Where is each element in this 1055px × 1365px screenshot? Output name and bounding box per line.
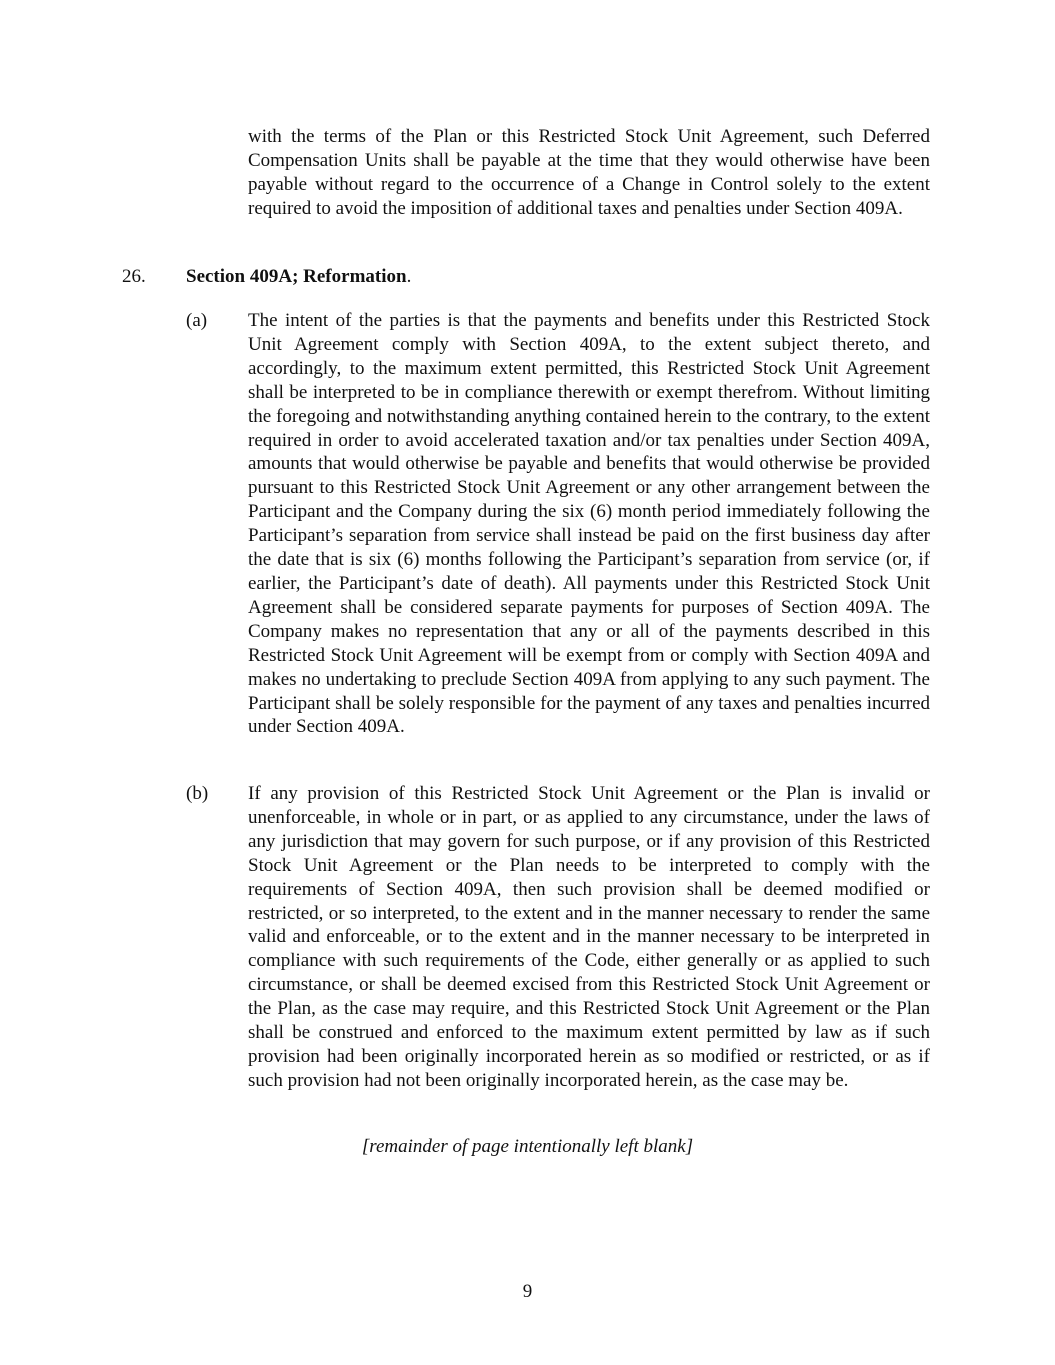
- continued-paragraph: with the terms of the Plan or this Restricted Stock Unit Agreement, such Deferred Compensation Units shall be payable at the time that they would otherwise have been payable without regard to the occurrence of a Change in Control solely to the extent required to avoid the imposition of additional taxes and penalties under Section 409A.: [248, 126, 930, 219]
- clause-b: [186, 782, 930, 1093]
- clause-a: [186, 309, 930, 739]
- section-title-wrapper: [186, 265, 411, 289]
- clause-label: (a): [186, 310, 208, 331]
- section-number: 26.: [122, 266, 146, 287]
- page-number: 9: [522, 1281, 533, 1302]
- clause-text: The intent of the parties is that the payments and benefits under this Restricted Stock Unit Agreement comply with Section 409A, to the extent subject thereto, and accordingly, to the maximum extent permitted, this Restricted Stock Unit Agreement shall be interpreted to be in compliance therewith or exempt therefrom. Without limiting the foregoing and notwithstanding anything contained herein to the contrary, to the extent required in order to avoid accelerated taxation and/or tax penalties under Section 409A, amounts that would otherwise be payable and benefits that would otherwise be provided pursuant to this Restricted Stock Unit Agreement or any other arrangement between the Participant and the Company during the six (6) month period immediately following the Participant’s separation from service shall instead be paid on the first business day after the date that is six (6) months following the Participant’s separation from service (or, if earlier, the Participant’s date of death). All payments under this Restricted Stock Unit Agreement shall be considered separate payments for purposes of Section 409A. The Company makes no representation that any or all of the payments described in this Restricted Stock Unit Agreement will be exempt from or comply with Section 409A and makes no undertaking to preclude Section 409A from applying to any such payment. The Participant shall be solely responsible for the payment of any taxes and penalties incurred under Section 409A.: [248, 310, 930, 738]
- clause-label: (b): [186, 783, 209, 804]
- section-title-period: .: [406, 266, 412, 287]
- section-title: Section 409A; Reformation: [186, 266, 407, 287]
- clause-text: If any provision of this Restricted Stock Unit Agreement or the Plan is invalid or unenforceable, in whole or in part, or as applied to any circumstance, under the laws of any jurisdiction that may govern for such purpose, or if any provision of this Restricted Stock Unit Agreement or the Plan needs to be interpreted to comply with the requirements of Section 409A, then such provision shall be deemed modified or restricted, or so interpreted, to the extent and in the manner necessary to render the same valid and enforceable, or to the extent and in the manner necessary to be interpreted in compliance with such requirements of the Code, either generally or as applied to such circumstance, or shall be deemed excised from this Restricted Stock Unit Agreement or the Plan, as the case may require, and this Restricted Stock Unit Agreement or the Plan shall be construed and enforced to the maximum extent permitted by law as if such provision had been originally incorporated herein as so modified or restricted, or as if such provision had not been originally incorporated herein, as the case may be.: [248, 783, 930, 1091]
- intentionally-blank-note: [remainder of page intentionally left blank]: [361, 1136, 694, 1157]
